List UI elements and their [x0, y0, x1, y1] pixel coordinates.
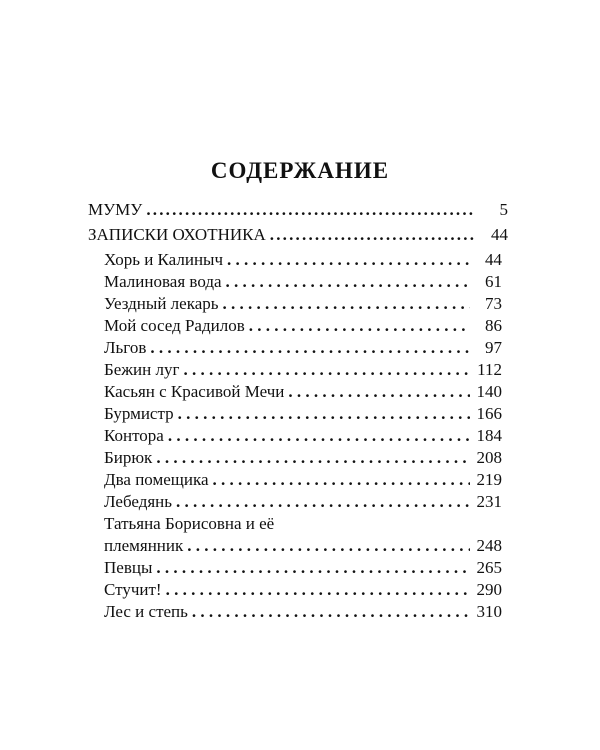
toc-subentry [88, 469, 508, 491]
toc-entry-label: Лебедянь [104, 492, 173, 511]
toc-subentry [88, 447, 508, 469]
leader-dots [288, 381, 470, 403]
toc-entry-page: 97 [485, 338, 502, 357]
toc-entry-label: Бирюк [104, 448, 153, 467]
toc-entry-page: 44 [491, 225, 508, 244]
toc-entry-page: 86 [485, 316, 502, 335]
leader-dots [270, 224, 476, 246]
toc-subentry [88, 381, 508, 403]
toc-subentry [88, 271, 508, 293]
toc-entry-label: Стучит! [104, 580, 162, 599]
toc-subentry [88, 403, 508, 425]
toc-entry-label: Бурмистр [104, 404, 174, 423]
toc-entry-page: 231 [476, 492, 502, 511]
toc-entry-label: МУМУ [88, 200, 143, 219]
toc-entry-label: Мой сосед Радилов [104, 316, 245, 335]
leader-dots [178, 403, 470, 425]
leader-dots [227, 249, 470, 271]
toc-subentry [88, 337, 508, 359]
toc-entry-label: Малиновая вода [104, 272, 222, 291]
toc-entry-label: Уездный лекарь [104, 294, 219, 313]
toc-entry-label: Касьян с Красивой Мечи [104, 382, 285, 401]
toc-subentry [88, 359, 508, 381]
toc-entry-page: 140 [476, 382, 502, 401]
toc-subentry [88, 315, 508, 337]
toc-entry-label: Льгов [104, 338, 147, 357]
toc-entry-label: Контора [104, 426, 164, 445]
leader-dots [146, 199, 476, 221]
toc-subentry [88, 249, 508, 271]
toc-subentry [88, 491, 508, 513]
leader-dots [168, 425, 470, 447]
toc-subentry [88, 293, 508, 315]
leader-dots [176, 491, 470, 513]
page-title: СОДЕРЖАНИЕ [210, 158, 390, 183]
toc-entry-label: племянник [104, 536, 184, 555]
toc-entry-page: 184 [476, 426, 502, 445]
leader-dots [156, 557, 470, 579]
toc-subentry [88, 579, 508, 601]
leader-dots [192, 601, 470, 623]
leader-dots [249, 315, 470, 337]
leader-dots [183, 359, 470, 381]
leader-dots [156, 447, 470, 469]
toc-entry-label: Бежин луг [104, 360, 180, 379]
toc-entry-zapiski [88, 224, 508, 246]
leader-dots [223, 293, 470, 315]
toc-entry-label: Певцы [104, 558, 153, 577]
toc-subentry [88, 535, 508, 557]
toc-entry-label: ЗАПИСКИ ОХОТНИКА [88, 225, 266, 244]
toc-entry-page: 112 [477, 360, 502, 379]
toc-entry-page: 73 [485, 294, 502, 313]
toc-entry-label: Два помещика [104, 470, 209, 489]
toc-entry-page: 208 [476, 448, 502, 467]
leader-dots [150, 337, 470, 359]
toc-entry-label: Татьяна Борисовна и её [104, 514, 275, 533]
toc-entry-label: Хорь и Калиныч [104, 250, 224, 269]
toc-entry-page: 44 [485, 250, 502, 269]
table-of-contents [88, 199, 508, 623]
toc-entry-page: 290 [476, 580, 502, 599]
toc-entry-mumu [88, 199, 508, 221]
toc-subentry [88, 425, 508, 447]
toc-subentry [88, 513, 508, 535]
toc-entry-page: 219 [476, 470, 502, 489]
toc-entry-page: 248 [476, 536, 502, 555]
toc-entry-page: 265 [476, 558, 502, 577]
toc-entry-label: Лес и степь [104, 602, 188, 621]
leader-dots [187, 535, 470, 557]
leader-dots [226, 271, 470, 293]
toc-entry-page: 310 [476, 602, 502, 621]
leader-dots [166, 579, 470, 601]
toc-subentry [88, 557, 508, 579]
toc-subentry [88, 601, 508, 623]
leader-dots [213, 469, 470, 491]
toc-entry-page: 5 [499, 200, 508, 219]
toc-entry-page: 166 [476, 404, 502, 423]
toc-entry-page: 61 [485, 272, 502, 291]
